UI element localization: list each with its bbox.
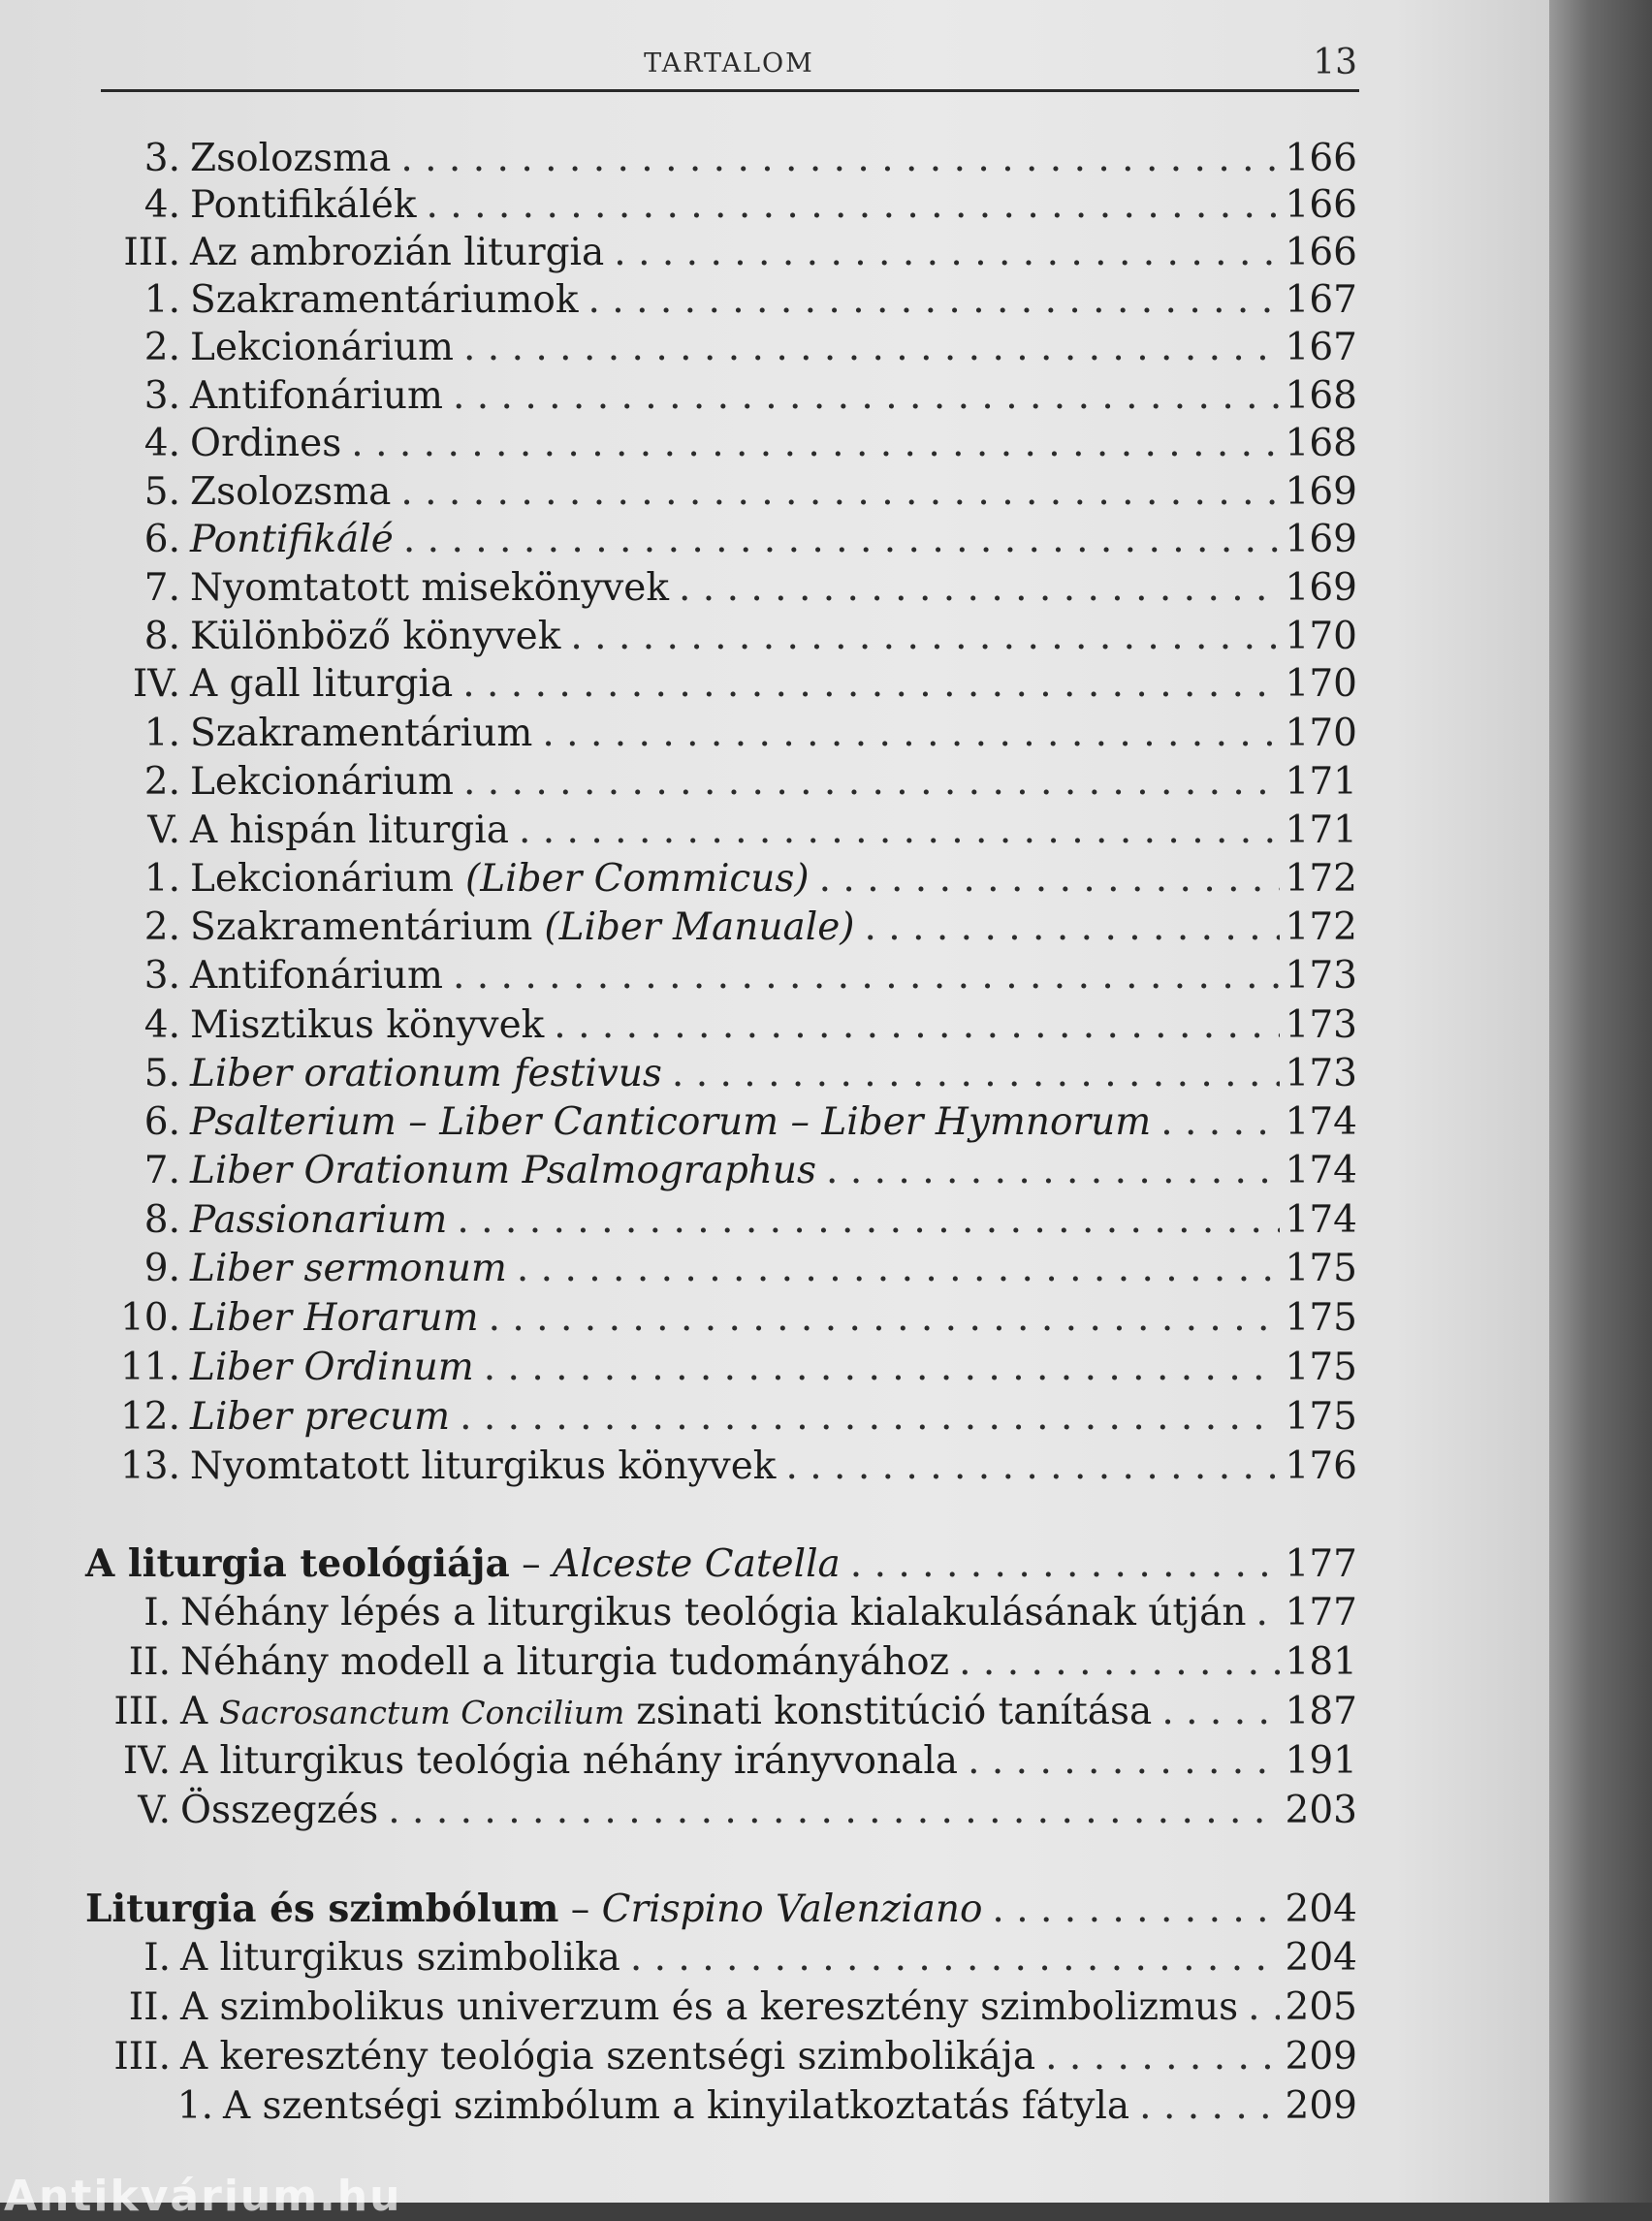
chapter-title: A liturgia teológiája	[85, 1541, 510, 1586]
toc-entry-number: 4.	[143, 183, 180, 227]
leader-dots	[1160, 1100, 1279, 1145]
toc-entry-title: Pontifikálék	[190, 183, 417, 227]
toc-entry-page: 166	[1285, 137, 1357, 180]
toc-entry-page: 181	[1285, 1640, 1357, 1684]
toc-entry	[128, 1985, 1357, 2030]
toc-entry	[132, 662, 1357, 707]
toc-entry-title: A szimbolikus univerzum és a keresztény szimbolizmus	[180, 1985, 1239, 2029]
chapter-author: Alceste Catella	[553, 1542, 841, 1586]
leader-dots	[570, 615, 1279, 659]
leader-dots	[519, 809, 1280, 853]
toc-entry-number: II.	[128, 1985, 171, 2029]
toc-entry-title: Néhány modell a liturgia tudományához	[180, 1640, 950, 1684]
toc-entry-page: 175	[1285, 1296, 1357, 1340]
toc-entry-page: 173	[1285, 1052, 1357, 1095]
leader-dots	[1248, 1985, 1279, 2030]
toc-entry	[143, 470, 1357, 515]
toc-entry-page: 177	[1285, 1542, 1357, 1586]
running-header	[101, 43, 1357, 89]
toc-entry-page: 173	[1285, 1003, 1357, 1047]
toc-entry-title: A liturgikus teológia néhány irányvonala	[180, 1739, 959, 1783]
toc-entry-page: 191	[1285, 1739, 1357, 1783]
toc-entry	[143, 326, 1357, 370]
toc-entry	[113, 2035, 1357, 2079]
toc-entry-number: 3.	[143, 374, 180, 418]
leader-dots	[400, 137, 1279, 181]
toc-entry-number: I.	[143, 1936, 171, 1980]
toc-entry-number: I.	[143, 1591, 171, 1634]
leader-dots	[463, 760, 1280, 805]
toc-entry-number: III.	[113, 2035, 171, 2078]
leader-dots	[1139, 2084, 1279, 2129]
toc-entry-number: 11.	[119, 1346, 180, 1389]
toc-entry-page: 169	[1285, 566, 1357, 610]
toc-entry-title: A szentségi szimbólum a kinyilatkoztatás fátyla	[223, 2084, 1130, 2128]
toc-entry-title: A hispán liturgia	[190, 809, 509, 852]
toc-entry	[143, 1198, 1357, 1243]
leader-dots	[489, 1296, 1280, 1341]
toc-entry	[143, 954, 1357, 999]
leader-dots	[819, 857, 1280, 902]
toc-entry	[176, 2084, 1357, 2129]
toc-entry-title: A keresztény teológia szentségi szimbolikája	[180, 2035, 1036, 2078]
leader-dots	[542, 712, 1279, 756]
toc-entry-number: 1.	[176, 2084, 213, 2128]
toc-entry-title: Nyomtatott liturgikus könyvek	[190, 1444, 777, 1488]
leader-dots	[672, 1052, 1280, 1096]
chapter-author: Crispino Valenziano	[601, 1888, 983, 1931]
toc-entry	[143, 1936, 1357, 1981]
toc-entry-number: V.	[138, 1789, 171, 1832]
leader-dots	[1256, 1591, 1280, 1635]
toc-entry-title-italic: Sacrosanctum Concilium	[219, 1694, 625, 1731]
toc-entry-title: Lekcionárium	[190, 760, 454, 804]
toc-entry-title: Különböző könyvek	[190, 615, 561, 658]
chapter-title: Liturgia és szimbólum	[85, 1887, 559, 1931]
toc-entry	[143, 1149, 1357, 1193]
toc-entry-page: 168	[1285, 374, 1357, 418]
page-number: 13	[1313, 43, 1357, 82]
header-rule	[101, 89, 1359, 92]
toc-entry	[143, 1100, 1357, 1145]
leader-dots	[463, 326, 1280, 370]
toc-entry	[143, 566, 1357, 611]
toc-entry-title: Misztikus könyvek	[190, 1003, 545, 1047]
toc-entry-title: Liber Horarum	[190, 1296, 479, 1340]
toc-entry-title: Szakramentáriumok	[190, 278, 579, 322]
toc-entry-number: 2.	[143, 760, 180, 804]
toc-entry-page: 167	[1285, 326, 1357, 369]
toc-entry	[143, 905, 1357, 950]
toc-entry-number: III.	[123, 231, 180, 274]
toc-entry-number: II.	[128, 1640, 171, 1684]
toc-entry-number: 1.	[143, 278, 180, 322]
toc-entry-page: 166	[1285, 231, 1357, 274]
toc-entry-page: 166	[1285, 183, 1357, 227]
toc-entry	[138, 1789, 1357, 1833]
leader-dots	[453, 374, 1280, 419]
toc-entry-title-italic: (Liber Commicus)	[465, 857, 810, 901]
leader-dots	[850, 1542, 1280, 1587]
toc-entry-title-rest: zsinati konstitúció tanítása	[636, 1690, 1153, 1733]
toc-entry-number: 4.	[143, 422, 180, 465]
toc-entry-title: Liber orationum festivus	[190, 1052, 662, 1095]
book-spine-shadow	[1549, 0, 1652, 2203]
toc-entry	[143, 1247, 1357, 1291]
leader-dots	[453, 954, 1280, 999]
toc-entry-title: Pontifikálé	[190, 518, 394, 561]
toc-entry-page: 170	[1285, 615, 1357, 658]
toc-entry-page: 169	[1285, 518, 1357, 561]
toc-entry	[119, 1296, 1357, 1341]
toc-entry-title: Szakramentárium	[190, 905, 533, 949]
toc-entry-title: Lekcionárium	[190, 857, 454, 901]
leader-dots	[679, 566, 1280, 611]
toc-entry-page: 175	[1285, 1346, 1357, 1389]
toc-chapter	[85, 1541, 1357, 1586]
toc-entry-page: 177	[1285, 1591, 1357, 1634]
toc-entry-title-italic: (Liber Manuale)	[544, 905, 855, 949]
leader-dots	[460, 1395, 1279, 1440]
toc-entry	[123, 231, 1357, 275]
watermark: Antikvárium.hu	[4, 2172, 402, 2221]
toc-entry-number: V.	[147, 809, 180, 852]
toc-entry-title: A gall liturgia	[190, 662, 454, 706]
toc-entry-number: 6.	[143, 1100, 180, 1144]
toc-entry-page: 174	[1285, 1198, 1357, 1242]
toc-entry	[119, 1395, 1357, 1440]
leader-dots	[614, 231, 1279, 275]
leader-dots	[554, 1003, 1279, 1048]
toc-entry	[143, 615, 1357, 659]
toc-entry-number: 2.	[143, 905, 180, 949]
toc-entry-number: 2.	[143, 326, 180, 369]
running-header-title: TARTALOM	[644, 48, 814, 79]
chapter-separator: –	[558, 1888, 602, 1931]
toc-entry-number: 3.	[143, 137, 180, 180]
leader-dots	[403, 518, 1280, 562]
leader-dots	[351, 422, 1279, 466]
toc-entry	[143, 183, 1357, 228]
toc-entry-number: 13.	[119, 1444, 180, 1488]
toc-entry-page: 169	[1285, 470, 1357, 514]
toc-entry	[143, 374, 1357, 419]
toc-entry-page: 171	[1285, 760, 1357, 804]
toc-entry-title: Zsolozsma	[190, 137, 392, 180]
leader-dots	[826, 1149, 1280, 1193]
toc-entry-page: 187	[1285, 1690, 1357, 1733]
toc-entry-page: 171	[1285, 809, 1357, 852]
toc-entry-page: 167	[1285, 278, 1357, 322]
toc-entry-page: 172	[1285, 905, 1357, 949]
toc-entry-number: 6.	[143, 518, 180, 561]
toc-entry-title: Összegzés	[180, 1789, 379, 1832]
toc-entry-title: A	[180, 1690, 208, 1733]
toc-entry	[147, 809, 1357, 853]
toc-entry	[143, 518, 1357, 562]
toc-entry	[143, 1591, 1357, 1635]
leader-dots	[457, 1198, 1279, 1243]
toc-chapter	[85, 1887, 1357, 1931]
toc-entry-page: 204	[1285, 1888, 1357, 1931]
toc-entry	[113, 1690, 1357, 1734]
toc-entry-title: Szakramentárium	[190, 712, 533, 755]
toc-entry-page: 209	[1285, 2084, 1357, 2128]
toc-entry	[143, 712, 1357, 756]
toc-entry-title: Az ambrozián liturgia	[190, 231, 605, 274]
toc-entry	[143, 857, 1357, 902]
leader-dots	[865, 905, 1280, 950]
toc-entry-page: 203	[1285, 1789, 1357, 1832]
toc-entry-page: 170	[1285, 662, 1357, 706]
toc-entry-page: 172	[1285, 857, 1357, 901]
toc-entry-page: 174	[1285, 1149, 1357, 1192]
toc-entry	[143, 137, 1357, 181]
toc-entry-page: 205	[1285, 1985, 1357, 2029]
leader-dots	[785, 1444, 1279, 1489]
toc-entry-number: 5.	[143, 470, 180, 514]
toc-entry-page: 170	[1285, 712, 1357, 755]
toc-entry	[128, 1640, 1357, 1685]
toc-entry-number: 4.	[143, 1003, 180, 1047]
leader-dots	[427, 183, 1280, 228]
toc-entry-title: Ordines	[190, 422, 342, 465]
toc-entry	[143, 422, 1357, 466]
toc-entry-title: Antifonárium	[190, 374, 443, 418]
toc-entry-number: III.	[113, 1690, 171, 1733]
toc-entry-title: Passionarium	[190, 1198, 448, 1242]
toc-entry-page: 175	[1285, 1247, 1357, 1290]
leader-dots	[484, 1346, 1280, 1390]
toc-entry-title: Liber Ordinum	[190, 1346, 474, 1389]
leader-dots	[630, 1936, 1280, 1981]
leader-dots	[462, 662, 1279, 707]
leader-dots	[588, 278, 1279, 323]
toc-entry	[119, 1444, 1357, 1489]
toc-entry	[143, 1003, 1357, 1048]
toc-entry-title: Antifonárium	[190, 954, 443, 998]
toc-entry-page: 173	[1285, 954, 1357, 998]
leader-dots	[1161, 1690, 1279, 1734]
toc-entry-title: Zsolozsma	[190, 470, 392, 514]
toc-entry-number: 10.	[119, 1296, 180, 1340]
chapter-separator: –	[509, 1542, 554, 1586]
toc-entry-page: 175	[1285, 1395, 1357, 1439]
toc-entry-title: Liber sermonum	[190, 1247, 507, 1290]
toc-entry	[143, 278, 1357, 323]
toc-entry-page: 174	[1285, 1100, 1357, 1144]
toc-entry-title: A liturgikus szimbolika	[180, 1936, 620, 1980]
toc-entry-title: Psalterium – Liber Canticorum – Liber Hymnorum	[190, 1100, 1152, 1144]
toc-entry-page: 204	[1285, 1936, 1357, 1980]
toc-entry	[143, 1052, 1357, 1096]
toc-entry-number: IV.	[122, 1739, 171, 1783]
toc-entry-number: 12.	[119, 1395, 180, 1439]
toc-entry-number: 9.	[143, 1247, 180, 1290]
toc-entry-title: Nyomtatott misekönyvek	[190, 566, 669, 610]
leader-dots	[992, 1888, 1279, 1932]
toc-entry-title: Lekcionárium	[190, 326, 454, 369]
toc-entry	[143, 760, 1357, 805]
leader-dots	[388, 1789, 1279, 1833]
toc-entry-number: 3.	[143, 954, 180, 998]
toc-entry-title: Liber Orationum Psalmographus	[190, 1149, 817, 1192]
leader-dots	[400, 470, 1279, 515]
toc-entry-title: Liber precum	[190, 1395, 451, 1439]
toc-entry-page: 168	[1285, 422, 1357, 465]
toc-entry-number: 1.	[143, 712, 180, 755]
leader-dots	[1045, 2035, 1279, 2079]
toc-entry-page: 176	[1285, 1444, 1357, 1488]
toc-entry-page: 209	[1285, 2035, 1357, 2078]
toc-entry-number: 8.	[143, 615, 180, 658]
toc-entry-number: 1.	[143, 857, 180, 901]
toc-entry-number: 5.	[143, 1052, 180, 1095]
toc-entry-number: 7.	[143, 566, 180, 610]
leader-dots	[968, 1739, 1279, 1784]
toc-entry	[119, 1346, 1357, 1390]
toc-entry-number: IV.	[132, 662, 180, 706]
leader-dots	[959, 1640, 1279, 1685]
toc-entry	[122, 1739, 1357, 1784]
toc-entry-number: 8.	[143, 1198, 180, 1242]
toc-entry-title: Néhány lépés a liturgikus teológia kialakulásának útján	[180, 1591, 1247, 1634]
toc-entry-number: 7.	[143, 1149, 180, 1192]
leader-dots	[517, 1247, 1280, 1291]
